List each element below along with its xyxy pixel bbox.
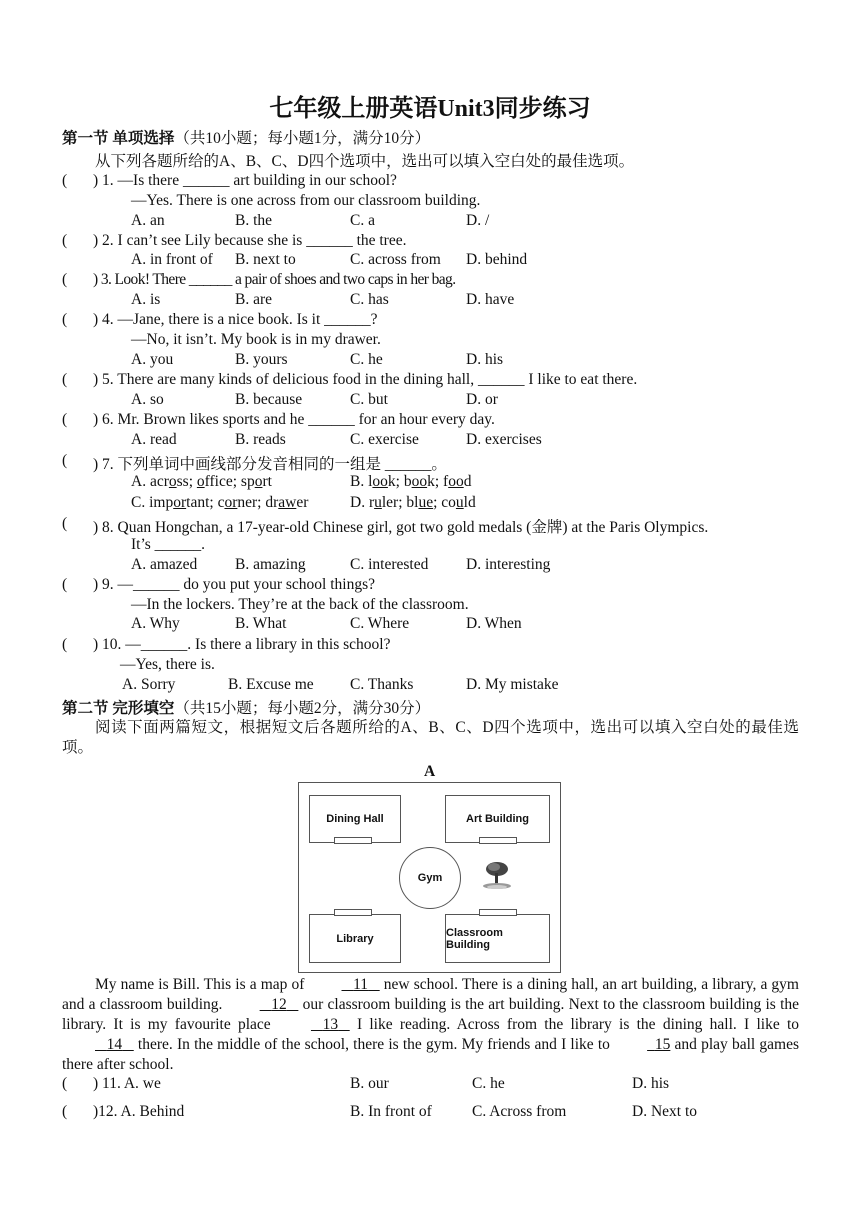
map-door: [479, 837, 517, 844]
map-dining-hall: Dining Hall: [309, 795, 401, 843]
option: A. so: [131, 391, 164, 408]
answer-paren-9[interactable]: (: [62, 576, 68, 593]
question-9-stem2: —In the lockers. They’re at the back of the classroom.: [131, 596, 469, 613]
page-title: 七年级上册英语Unit3同步练习: [269, 96, 591, 122]
option: C. across from: [350, 251, 441, 268]
option: D. behind: [466, 251, 528, 268]
question-8-stem: ) 8. Quan Hongchan, a 17-year-old Chinese girl, got two gold medals (金牌) at the Paris Olympics.: [93, 519, 709, 536]
option: A. amazed: [131, 556, 198, 573]
answer-paren-10[interactable]: (: [62, 636, 68, 653]
option: C. has: [350, 291, 389, 308]
option: B. yours: [235, 351, 288, 368]
option: B. because: [235, 391, 303, 408]
option: C. but: [350, 391, 388, 408]
blank-15[interactable]: 15: [654, 1036, 671, 1053]
question-12-stem: )12. A. Behind: [93, 1103, 185, 1120]
option: B. amazing: [235, 556, 306, 573]
option: C. a: [350, 212, 375, 229]
blank-13[interactable]: 13: [322, 1016, 339, 1033]
option: B. the: [235, 212, 273, 229]
question-5-stem: ) 5. There are many kinds of delicious food in the dining hall, ______ I like to eat there.: [93, 371, 638, 388]
option: D. his: [466, 351, 504, 368]
option: C. he: [350, 351, 383, 368]
map-classroom-building: Classroom Building: [445, 914, 550, 963]
option: A. is: [131, 291, 161, 308]
option: A. Why: [131, 615, 180, 632]
option: A. an: [131, 212, 165, 229]
map-gym: Gym: [399, 847, 461, 909]
blank-12[interactable]: 12: [271, 996, 287, 1013]
answer-paren-4[interactable]: (: [62, 311, 68, 328]
option: D. or: [466, 391, 498, 408]
map-door: [334, 837, 372, 844]
passage-label: A: [424, 763, 436, 780]
cloze-passage: My name is Bill. This is a map of 11 new school. There is a dining hall, an art building, a library, a gym and a classroom building. 12 our classroom building is the art building. Next to the classroom building is the library. It is my favourite place 13 I like reading. Across from the library is the dining hall. I like to 14 there. In the middle of the school, there is the gym. My friends and I like to 15 and play ball games there after school.: [62, 976, 800, 1073]
option: D. Next to: [632, 1103, 698, 1120]
section1-heading: 第一节 单项选择: [62, 130, 175, 147]
question-9-stem: ) 9. —______ do you put your school things?: [93, 576, 375, 593]
section2-heading: 第二节 完形填空: [62, 700, 175, 717]
question-4-stem: ) 4. —Jane, there is a nice book. Is it ______?: [93, 311, 378, 328]
option-7a: A. across; office; sport: [131, 473, 272, 490]
answer-paren-1[interactable]: (: [62, 172, 68, 189]
question-8-stem2: It’s ______.: [131, 536, 206, 553]
option: D. When: [466, 615, 522, 632]
option: A. read: [131, 431, 177, 448]
option: D. My mistake: [466, 676, 559, 693]
option: C. Across from: [472, 1103, 567, 1120]
map-art-building: Art Building: [445, 795, 550, 843]
answer-paren-3[interactable]: (: [62, 271, 68, 288]
option: C. interested: [350, 556, 429, 573]
question-3-stem: ) 3. Look! There ______ a pair of shoes and two caps in her bag.: [93, 271, 456, 288]
question-1-stem2: —Yes. There is one across from our classroom building.: [131, 192, 481, 209]
answer-paren-12[interactable]: (: [62, 1103, 68, 1120]
question-4-stem2: —No, it isn’t. My book is in my drawer.: [131, 331, 381, 348]
section2-note: （共15小题；每小题2分，满分30分）: [174, 700, 431, 717]
option: B. reads: [235, 431, 286, 448]
option: D. have: [466, 291, 515, 308]
question-7-stem: ) 7. 下列单词中画线部分发音相同的一组是 ______。: [93, 456, 447, 473]
option: A. you: [131, 351, 174, 368]
question-10-stem: ) 10. —______. Is there a library in this school?: [93, 636, 391, 653]
question-2-stem: ) 2. I can’t see Lily because she is ______ the tree.: [93, 232, 407, 249]
map-door: [334, 909, 372, 916]
option: D. his: [632, 1075, 670, 1092]
section1-instruction: 从下列各题所给的A、B、C、D四个选项中，选出可以填入空白处的最佳选项。: [95, 153, 635, 170]
question-11-stem: ) 11. A. we: [93, 1075, 161, 1092]
option: B. next to: [235, 251, 296, 268]
option-7b: B. look; book; food: [350, 473, 472, 490]
section2-instruction: 阅读下面两篇短文，根据短文后各题所给的A、B、C、D四个选项中，选出可以填入空白处的最佳选项。: [62, 719, 799, 756]
map-library: Library: [309, 914, 401, 963]
question-6-stem: ) 6. Mr. Brown likes sports and he ______ for an hour every day.: [93, 411, 495, 428]
option-7d: D. ruler; blue; could: [350, 494, 476, 511]
option-7c: C. important; corner; drawer: [131, 494, 309, 511]
option: C. exercise: [350, 431, 419, 448]
answer-paren-6[interactable]: (: [62, 411, 68, 428]
option: D. exercises: [466, 431, 542, 448]
answer-paren-5[interactable]: (: [62, 371, 68, 388]
option: B. Excuse me: [228, 676, 314, 693]
option: C. Thanks: [350, 676, 414, 693]
section1-header: [62, 126, 430, 148]
answer-paren-2[interactable]: (: [62, 232, 68, 249]
answer-paren-7[interactable]: (: [62, 452, 68, 469]
answer-paren-11[interactable]: (: [62, 1075, 68, 1092]
option: D. /: [466, 212, 490, 229]
answer-paren-8[interactable]: (: [62, 515, 68, 532]
option: A. in front of: [131, 251, 213, 268]
section1-note: （共10小题；每小题1分，满分10分）: [174, 130, 431, 147]
section2-header: [62, 696, 430, 718]
option: B. are: [235, 291, 273, 308]
option: B. In front of: [350, 1103, 432, 1120]
blank-14[interactable]: 14: [106, 1036, 123, 1053]
tree-icon: [479, 859, 519, 893]
question-10-stem2: —Yes, there is.: [120, 656, 215, 673]
blank-11[interactable]: 11: [353, 976, 369, 993]
option: D. interesting: [466, 556, 551, 573]
option: A. Sorry: [122, 676, 176, 693]
school-map: [298, 782, 561, 973]
option: C. he: [472, 1075, 505, 1092]
option: C. Where: [350, 615, 410, 632]
map-door: [479, 909, 517, 916]
option: B. What: [235, 615, 287, 632]
option: B. our: [350, 1075, 389, 1092]
question-1-stem: ) 1. —Is there ______ art building in our school?: [93, 172, 397, 189]
